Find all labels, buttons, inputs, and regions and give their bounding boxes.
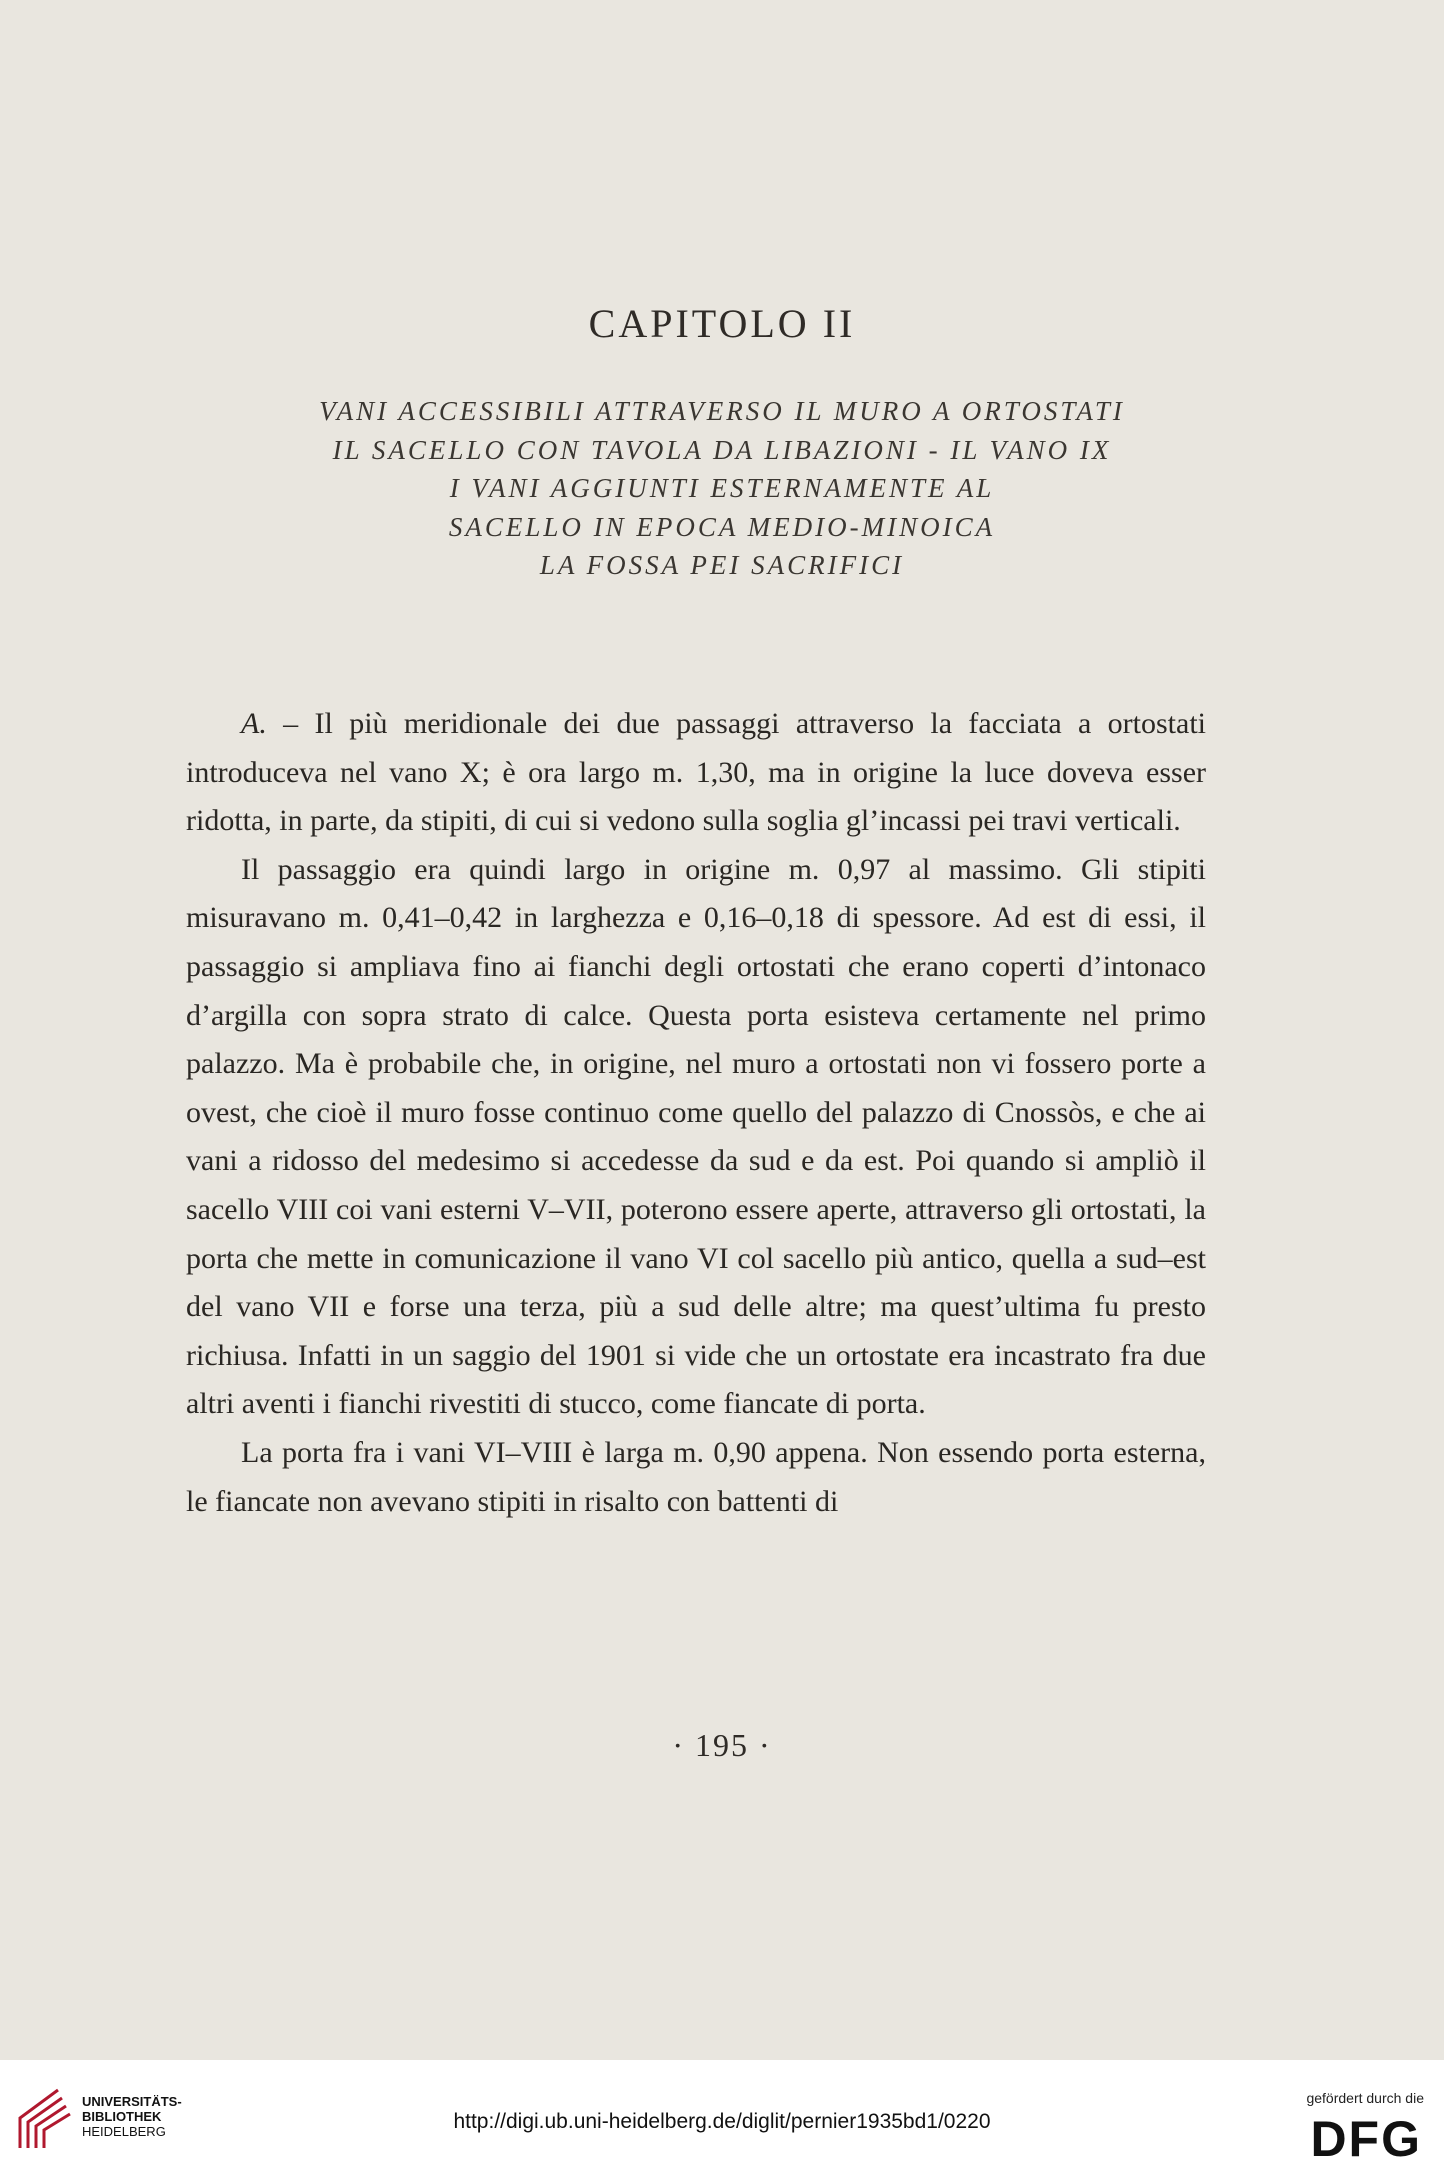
subtitle-line: SACELLO IN EPOCA MEDIO-MINOICA <box>448 511 996 542</box>
funded-by-label: gefördert durch die <box>1306 2090 1424 2106</box>
permalink-url[interactable]: http://digi.ub.uni-heidelberg.de/diglit/pernier1935bd1/0220 <box>453 2110 991 2133</box>
subtitle-line: IL SACELLO CON TAVOLA DA LIBAZIONI - IL VANO IX <box>332 434 1112 465</box>
page-number: · 195 · <box>672 1727 772 1763</box>
footer-bar <box>0 2060 1444 2177</box>
library-name-line: UNIVERSITÄTS- <box>82 2094 182 2109</box>
library-name-line: BIBLIOTHEK <box>82 2109 162 2124</box>
paragraph: Il passaggio era quindi largo in origine m. 0,97 al massimo. Gli stipiti misuravano m. 0,41–0,42 in larghezza e 0,16–0,18 di spessore. Ad est di essi, il passaggio si ampliava fino ai fianchi degli ortostati che erano coperti d’intonaco d’argilla con sopra strato di calce. Questa porta esisteva certamente nel primo palazzo. Ma è probabile che, in origine, nel muro a ortostati non vi fossero porte a ovest, che cioè il muro fosse continuo come quello del palazzo di Cnossòs, e che ai vani a ridosso del medesimo si accedesse da sud e da est. Poi quando si ampliò il sacello VIII coi vani esterni V–VII, poterono essere aperte, attraverso gli ortostati, la porta che mette in comunicazione il vano VI col sacello più antico, quella a sud–est del vano VII e forse una terza, più a sud delle altre; ma quest’ultima fu presto richiusa. Infatti in un saggio del 1901 si vide che un ortostate era incastrato fra due altri aventi i fianchi rivestiti di stucco, come fiancate di porta. <box>186 852 1206 1421</box>
paragraph-text: – Il più meridionale dei due passaggi attraverso la facciata a ortostati introduceva nel vano X; è ora largo m. 1,30, ma in origine la luce doveva esser ridotta, in parte, da stipiti, di cui si vedono sulla soglia gl’incassi pei travi verticali. <box>186 707 1206 838</box>
paragraph <box>186 700 1206 846</box>
subtitle-line: LA FOSSA PEI SACRIFICI <box>539 550 905 580</box>
subtitle-line: VANI ACCESSIBILI ATTRAVERSO IL MURO A ORTOSTATI <box>319 396 1125 426</box>
dfg-logo: DFG <box>1310 2111 1422 2167</box>
section-letter: A. <box>241 707 267 740</box>
subtitle-line: I VANI AGGIUNTI ESTERNAMENTE AL <box>449 473 995 503</box>
body-text <box>186 700 1206 1526</box>
paragraph: La porta fra i vani VI–VIII è larga m. 0,90 appena. Non essendo porta esterna, le fiancate non avevano stipiti in risalto con battenti di <box>186 1435 1206 1518</box>
chapter-subtitle <box>150 392 1294 585</box>
library-name-line: HEIDELBERG <box>82 2124 166 2139</box>
chapter-title: CAPITOLO II <box>588 301 856 346</box>
